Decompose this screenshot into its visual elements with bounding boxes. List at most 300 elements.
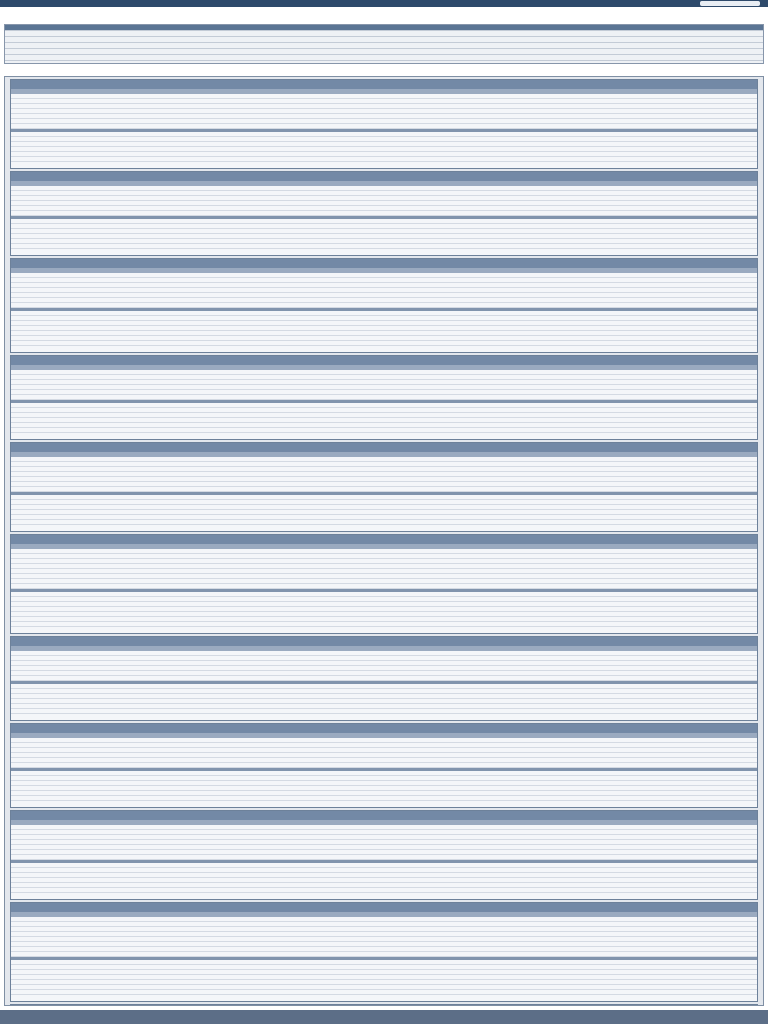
row-mid-cell [309,840,707,844]
row-num-cell [707,980,757,984]
row-mid-cell [309,617,707,621]
row-name-cell [11,219,309,223]
row-mid-cell [309,288,707,292]
row-mid-cell [309,612,707,616]
result-section [10,636,758,721]
result-section [10,171,758,256]
row-mid-cell [309,482,707,486]
row-name-cell [11,868,309,872]
row-num-cell [707,617,757,621]
row-mid-cell [309,684,707,688]
row-mid-cell [309,927,707,931]
page-footer [0,1010,768,1024]
result-section [10,534,758,634]
row-name-cell [11,487,309,491]
row-name-cell [11,584,309,588]
row-name-cell [11,500,309,504]
row-num-cell [707,592,757,596]
row-mid-cell [309,462,707,466]
row-num-cell [707,922,757,926]
row-num-cell [707,244,757,248]
row-name-cell [11,873,309,877]
row-num-cell [707,341,757,345]
row-mid-cell [309,825,707,829]
row-num-cell [707,505,757,509]
row-mid-cell [309,385,707,389]
row-mid-cell [309,738,707,742]
row-num-cell [707,321,757,325]
row-name-cell [11,771,309,775]
row-mid-cell [309,564,707,568]
row-num-cell [707,152,757,156]
row-mid-cell [309,559,707,563]
row-num-cell [707,845,757,849]
row-num-cell [707,191,757,195]
row-mid-cell [309,855,707,859]
row-mid-cell [309,830,707,834]
row-mid-cell [309,229,707,233]
result-section [10,810,758,900]
row-mid-cell [309,380,707,384]
section-footer [11,346,757,352]
row-mid-cell [309,952,707,956]
row-num-cell [707,510,757,514]
row-num-cell [707,917,757,921]
row-num-cell [707,758,757,762]
row-name-cell [11,666,309,670]
row-num-cell [707,888,757,892]
row-mid-cell [309,206,707,210]
row-name-cell [11,477,309,481]
section-footer [11,525,757,531]
row-num-cell [707,584,757,588]
result-section [10,79,758,169]
row-num-cell [707,124,757,128]
row-mid-cell [309,331,707,335]
row-mid-cell [309,602,707,606]
row-num-cell [707,94,757,98]
row-num-cell [707,487,757,491]
row-name-cell [11,597,309,601]
row-mid-cell [309,283,707,287]
row-num-cell [707,748,757,752]
row-mid-cell [309,704,707,708]
section-title[interactable] [11,1005,757,1006]
row-mid-cell [309,500,707,504]
row-name-cell [11,592,309,596]
row-mid-cell [309,510,707,514]
row-mid-cell [309,375,707,379]
row-mid-cell [309,549,707,553]
row-num-cell [707,293,757,297]
row-mid-cell [309,985,707,989]
row-num-cell [707,684,757,688]
row-num-cell [707,423,757,427]
row-num-cell [707,579,757,583]
row-num-cell [707,119,757,123]
row-mid-cell [309,370,707,374]
row-name-cell [11,699,309,703]
row-num-cell [707,219,757,223]
row-name-cell [11,385,309,389]
row-num-cell [707,311,757,315]
row-mid-cell [309,191,707,195]
row-mid-cell [309,845,707,849]
row-num-cell [707,597,757,601]
row-num-cell [707,676,757,680]
row-mid-cell [309,515,707,519]
row-mid-cell [309,428,707,432]
row-name-cell [11,457,309,461]
row-num-cell [707,549,757,553]
row-name-cell [11,617,309,621]
row-mid-cell [309,975,707,979]
row-mid-cell [309,592,707,596]
row-num-cell [707,776,757,780]
row-mid-cell [309,336,707,340]
row-mid-cell [309,408,707,412]
row-mid-cell [309,423,707,427]
row-name-cell [11,206,309,210]
row-num-cell [707,771,757,775]
row-mid-cell [309,607,707,611]
section-title[interactable] [11,80,757,89]
row-num-cell [707,132,757,136]
feature-link[interactable] [40,64,730,76]
row-mid-cell [309,505,707,509]
row-num-cell [707,157,757,161]
row-mid-cell [309,99,707,103]
row-mid-cell [309,94,707,98]
row-mid-cell [309,574,707,578]
row-num-cell [707,942,757,946]
row-mid-cell [309,584,707,588]
row-mid-cell [309,776,707,780]
login-field[interactable] [700,1,760,6]
row-name-cell [11,840,309,844]
row-num-cell [707,763,757,767]
row-num-cell [707,283,757,287]
result-section [10,442,758,532]
row-name-cell [11,152,309,156]
row-num-cell [707,278,757,282]
row-num-cell [707,147,757,151]
row-name-cell [11,825,309,829]
section-footer [11,249,757,255]
row-name-cell [11,462,309,466]
row-name-cell [11,947,309,951]
row-name-cell [11,937,309,941]
row-name-cell [11,515,309,519]
row-name-cell [11,303,309,307]
row-mid-cell [309,326,707,330]
row-mid-cell [309,666,707,670]
row-num-cell [707,224,757,228]
row-num-cell [707,694,757,698]
row-name-cell [11,927,309,931]
row-name-cell [11,549,309,553]
row-mid-cell [309,689,707,693]
row-num-cell [707,661,757,665]
section-title[interactable] [11,259,757,268]
row-num-cell [707,234,757,238]
section-title[interactable] [11,637,757,646]
section-title[interactable] [11,903,757,912]
row-mid-cell [309,597,707,601]
result-section [10,1004,758,1006]
row-mid-cell [309,186,707,190]
section-footer [11,627,757,633]
row-mid-cell [309,152,707,156]
row-num-cell [707,336,757,340]
row-num-cell [707,738,757,742]
row-mid-cell [309,676,707,680]
row-name-cell [11,758,309,762]
row-num-cell [707,104,757,108]
row-num-cell [707,380,757,384]
section-footer [11,162,757,168]
row-num-cell [707,796,757,800]
summary-row[interactable] [5,55,763,61]
row-name-cell [11,196,309,200]
row-name-cell [11,796,309,800]
row-num-cell [707,840,757,844]
row-name-cell [11,855,309,859]
result-section [10,902,758,1002]
section-title[interactable] [11,811,757,820]
row-num-cell [707,607,757,611]
row-name-cell [11,917,309,921]
row-mid-cell [309,579,707,583]
row-num-cell [707,651,757,655]
row-num-cell [707,326,757,330]
row-mid-cell [309,472,707,476]
row-name-cell [11,835,309,839]
row-mid-cell [309,224,707,228]
result-section [10,723,758,808]
row-name-cell [11,776,309,780]
row-name-cell [11,510,309,514]
row-num-cell [707,564,757,568]
row-num-cell [707,868,757,872]
row-name-cell [11,224,309,228]
row-num-cell [707,689,757,693]
row-name-cell [11,109,309,113]
row-num-cell [707,288,757,292]
row-mid-cell [309,917,707,921]
row-mid-cell [309,495,707,499]
row-num-cell [707,500,757,504]
row-mid-cell [309,965,707,969]
row-num-cell [707,303,757,307]
row-name-cell [11,791,309,795]
row-name-cell [11,244,309,248]
row-num-cell [707,791,757,795]
row-mid-cell [309,142,707,146]
section-footer [11,995,757,1001]
row-name-cell [11,336,309,340]
row-name-cell [11,395,309,399]
row-mid-cell [309,970,707,974]
row-mid-cell [309,211,707,215]
row-num-cell [707,482,757,486]
section-title[interactable] [11,172,757,181]
row-mid-cell [309,651,707,655]
row-mid-cell [309,104,707,108]
results-panel [4,76,764,1006]
row-name-cell [11,753,309,757]
row-mid-cell [309,273,707,277]
row-name-cell [11,283,309,287]
row-mid-cell [309,748,707,752]
row-mid-cell [309,234,707,238]
row-name-cell [11,612,309,616]
row-mid-cell [309,863,707,867]
row-mid-cell [309,661,707,665]
row-num-cell [707,699,757,703]
row-name-cell [11,990,309,994]
row-mid-cell [309,694,707,698]
row-num-cell [707,878,757,882]
row-mid-cell [309,960,707,964]
row-name-cell [11,980,309,984]
row-num-cell [707,331,757,335]
result-section [10,355,758,440]
row-num-cell [707,457,757,461]
row-num-cell [707,937,757,941]
row-name-cell [11,234,309,238]
row-mid-cell [309,850,707,854]
row-num-cell [707,786,757,790]
row-name-cell [11,743,309,747]
row-mid-cell [309,758,707,762]
row-name-cell [11,142,309,146]
row-mid-cell [309,457,707,461]
row-mid-cell [309,467,707,471]
row-name-cell [11,157,309,161]
row-mid-cell [309,321,707,325]
row-mid-cell [309,835,707,839]
row-name-cell [11,661,309,665]
row-mid-cell [309,883,707,887]
row-mid-cell [309,137,707,141]
section-title[interactable] [11,535,757,544]
row-num-cell [707,395,757,399]
section-footer [11,801,757,807]
row-name-cell [11,186,309,190]
row-name-cell [11,607,309,611]
row-num-cell [707,671,757,675]
row-num-cell [707,142,757,146]
row-num-cell [707,273,757,277]
row-mid-cell [309,418,707,422]
row-mid-cell [309,932,707,936]
row-name-cell [11,763,309,767]
row-num-cell [707,403,757,407]
row-num-cell [707,370,757,374]
section-footer [11,893,757,899]
row-name-cell [11,850,309,854]
row-name-cell [11,689,309,693]
row-num-cell [707,390,757,394]
pager [10,17,760,24]
row-num-cell [707,855,757,859]
row-name-cell [11,554,309,558]
row-mid-cell [309,671,707,675]
section-title[interactable] [11,724,757,733]
row-num-cell [707,229,757,233]
row-name-cell [11,960,309,964]
row-mid-cell [309,622,707,626]
row-num-cell [707,418,757,422]
row-name-cell [11,559,309,563]
row-mid-cell [309,520,707,524]
row-name-cell [11,520,309,524]
row-name-cell [11,229,309,233]
row-mid-cell [309,114,707,118]
row-num-cell [707,863,757,867]
row-mid-cell [309,786,707,790]
row-num-cell [707,656,757,660]
row-name-cell [11,684,309,688]
row-name-cell [11,124,309,128]
row-mid-cell [309,796,707,800]
row-name-cell [11,316,309,320]
row-name-cell [11,863,309,867]
row-mid-cell [309,980,707,984]
row-num-cell [707,704,757,708]
row-name-cell [11,738,309,742]
summary-table [4,24,764,64]
row-name-cell [11,137,309,141]
row-mid-cell [309,278,707,282]
row-mid-cell [309,753,707,757]
row-num-cell [707,574,757,578]
row-mid-cell [309,873,707,877]
row-num-cell [707,990,757,994]
row-mid-cell [309,771,707,775]
row-mid-cell [309,763,707,767]
row-name-cell [11,428,309,432]
row-mid-cell [309,868,707,872]
row-num-cell [707,850,757,854]
row-name-cell [11,293,309,297]
row-name-cell [11,298,309,302]
row-name-cell [11,748,309,752]
row-name-cell [11,403,309,407]
row-mid-cell [309,244,707,248]
row-name-cell [11,472,309,476]
row-mid-cell [309,942,707,946]
row-num-cell [707,186,757,190]
row-name-cell [11,413,309,417]
row-num-cell [707,927,757,931]
row-mid-cell [309,303,707,307]
row-name-cell [11,278,309,282]
row-mid-cell [309,196,707,200]
row-name-cell [11,505,309,509]
row-name-cell [11,574,309,578]
row-name-cell [11,380,309,384]
row-num-cell [707,559,757,563]
row-num-cell [707,835,757,839]
row-mid-cell [309,395,707,399]
row-name-cell [11,656,309,660]
row-name-cell [11,830,309,834]
row-name-cell [11,467,309,471]
section-title[interactable] [11,356,757,365]
section-title[interactable] [11,443,757,452]
